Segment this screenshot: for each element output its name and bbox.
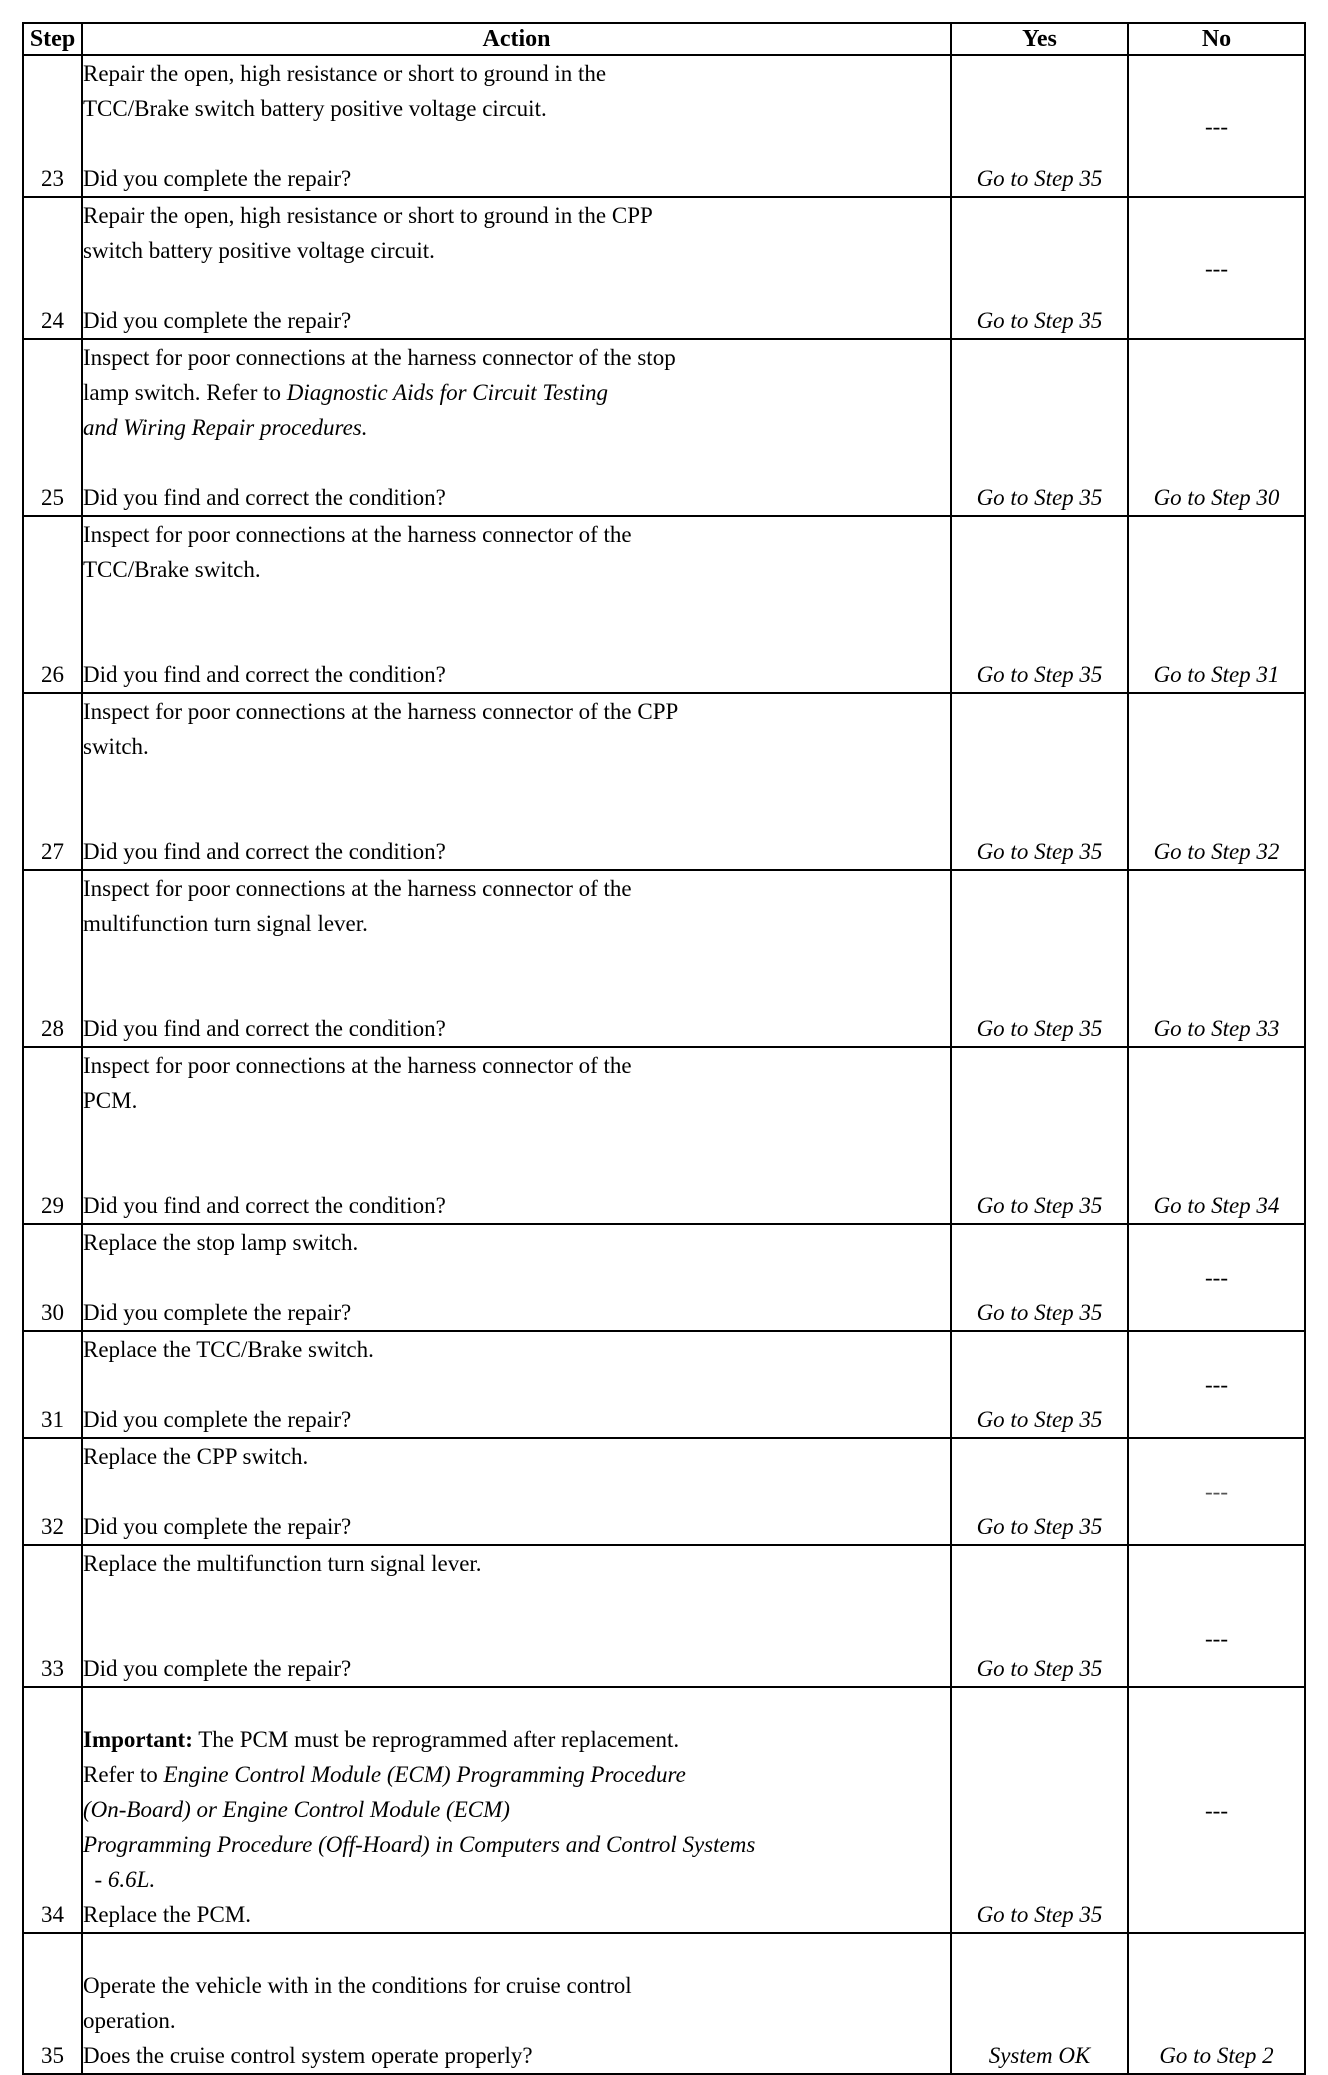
no-cell: --- <box>1128 55 1305 197</box>
action-question: Did you complete the repair? <box>83 166 352 191</box>
header-yes: Yes <box>951 23 1128 55</box>
action-cell <box>82 693 951 870</box>
no-cell: --- <box>1128 1331 1305 1438</box>
action-line: Replace the multifunction turn signal lever. <box>83 1551 482 1576</box>
action-line: switch. <box>83 734 149 759</box>
yes-cell: Go to Step 35 <box>951 1438 1128 1545</box>
no-cell: Go to Step 32 <box>1128 693 1305 870</box>
reference-link: Diagnostic Aids for Circuit Testing <box>286 380 608 405</box>
action-line: Replace the stop lamp switch. <box>83 1230 359 1255</box>
step-number: 32 <box>23 1438 82 1545</box>
no-cell: --- <box>1128 197 1305 339</box>
important-label: Important: <box>83 1727 193 1752</box>
table-row <box>23 339 1305 516</box>
action-cell <box>82 1687 951 1933</box>
action-question: Did you find and correct the condition? <box>83 1193 446 1218</box>
action-question: Did you find and correct the condition? <box>83 485 446 510</box>
important-text: The PCM must be reprogrammed after replacement. <box>192 1727 680 1752</box>
table-row <box>23 1331 1305 1438</box>
action-question: Did you complete the repair? <box>83 1514 352 1539</box>
action-line: Operate the vehicle with in the conditions for cruise control <box>83 1973 632 1998</box>
table-row <box>23 55 1305 197</box>
no-cell: Go to Step 33 <box>1128 870 1305 1047</box>
step-number: 24 <box>23 197 82 339</box>
step-number: 34 <box>23 1687 82 1933</box>
step-number: 23 <box>23 55 82 197</box>
action-cell <box>82 870 951 1047</box>
action-line: Replace the CPP switch. <box>83 1444 309 1469</box>
action-line: Inspect for poor connections at the harness connector of the <box>83 876 632 901</box>
no-cell: Go to Step 30 <box>1128 339 1305 516</box>
header-row <box>23 23 1305 55</box>
action-line: Repair the open, high resistance or short to ground in the CPP <box>83 203 653 228</box>
reference-link: and Wiring Repair procedures. <box>83 415 368 440</box>
action-text: Refer to <box>83 1762 164 1787</box>
action-cell <box>82 1331 951 1438</box>
yes-cell: Go to Step 35 <box>951 1687 1128 1933</box>
action-question: Did you complete the repair? <box>83 1300 352 1325</box>
action-line <box>83 375 950 410</box>
action-question: Did you find and correct the condition? <box>83 839 446 864</box>
action-line: multifunction turn signal lever. <box>83 911 368 936</box>
step-number: 35 <box>23 1933 82 2074</box>
step-number: 29 <box>23 1047 82 1224</box>
action-question: Did you find and correct the condition? <box>83 1016 446 1041</box>
action-cell <box>82 1047 951 1224</box>
action-line: Replace the TCC/Brake switch. <box>83 1337 374 1362</box>
no-cell: --- <box>1128 1438 1305 1545</box>
yes-cell: Go to Step 35 <box>951 339 1128 516</box>
action-line: Inspect for poor connections at the harness connector of the stop <box>83 345 676 370</box>
action-line: Replace the PCM. <box>83 1902 251 1927</box>
reference-link: Programming Procedure (Off-Hoard) in Computers and Control Systems <box>83 1832 756 1857</box>
yes-cell: Go to Step 35 <box>951 1224 1128 1331</box>
step-number: 33 <box>23 1545 82 1687</box>
no-cell: --- <box>1128 1224 1305 1331</box>
step-number: 28 <box>23 870 82 1047</box>
action-question: Does the cruise control system operate properly? <box>83 2043 533 2068</box>
action-line: switch battery positive voltage circuit. <box>83 238 435 263</box>
reference-link: - 6.6L. <box>83 1867 156 1892</box>
action-question: Did you find and correct the condition? <box>83 662 446 687</box>
step-number: 27 <box>23 693 82 870</box>
yes-cell: Go to Step 35 <box>951 1331 1128 1438</box>
yes-cell: Go to Step 35 <box>951 693 1128 870</box>
header-step: Step <box>23 23 82 55</box>
action-cell <box>82 1438 951 1545</box>
reference-link: Engine Control Module (ECM) Programming Procedure <box>163 1762 686 1787</box>
table-row <box>23 870 1305 1047</box>
action-text: lamp switch. Refer to <box>83 380 287 405</box>
no-cell: Go to Step 31 <box>1128 516 1305 693</box>
action-line: TCC/Brake switch. <box>83 557 261 582</box>
action-cell <box>82 516 951 693</box>
yes-cell: System OK <box>951 1933 1128 2074</box>
action-line: Inspect for poor connections at the harness connector of the <box>83 522 632 547</box>
no-cell: Go to Step 34 <box>1128 1047 1305 1224</box>
action-line <box>83 1722 950 1757</box>
table-row <box>23 197 1305 339</box>
yes-cell: Go to Step 35 <box>951 197 1128 339</box>
yes-cell: Go to Step 35 <box>951 1545 1128 1687</box>
step-number: 31 <box>23 1331 82 1438</box>
diagnostic-table <box>22 22 1306 2075</box>
table-row <box>23 1933 1305 2074</box>
action-line <box>83 1862 950 1897</box>
table-row <box>23 693 1305 870</box>
yes-cell: Go to Step 35 <box>951 55 1128 197</box>
action-cell <box>82 1933 951 2074</box>
action-line <box>83 1757 950 1792</box>
no-cell: --- <box>1128 1687 1305 1933</box>
table-row <box>23 1687 1305 1933</box>
no-cell: --- <box>1128 1545 1305 1687</box>
step-number: 26 <box>23 516 82 693</box>
no-cell: Go to Step 2 <box>1128 1933 1305 2074</box>
reference-link: (On-Board) or Engine Control Module (ECM) <box>83 1797 510 1822</box>
action-cell <box>82 197 951 339</box>
action-line: TCC/Brake switch battery positive voltage circuit. <box>83 96 547 121</box>
step-number: 25 <box>23 339 82 516</box>
action-cell <box>82 55 951 197</box>
yes-cell: Go to Step 35 <box>951 870 1128 1047</box>
table-row <box>23 1545 1305 1687</box>
step-number: 30 <box>23 1224 82 1331</box>
table-row <box>23 1224 1305 1331</box>
table-row <box>23 1438 1305 1545</box>
action-cell <box>82 1224 951 1331</box>
action-cell <box>82 339 951 516</box>
action-line <box>83 1792 950 1827</box>
action-line: PCM. <box>83 1088 138 1113</box>
action-line: Inspect for poor connections at the harness connector of the CPP <box>83 699 679 724</box>
table-row <box>23 516 1305 693</box>
yes-cell: Go to Step 35 <box>951 1047 1128 1224</box>
header-action: Action <box>82 23 951 55</box>
yes-cell: Go to Step 35 <box>951 516 1128 693</box>
action-line: Inspect for poor connections at the harness connector of the <box>83 1053 632 1078</box>
action-line <box>83 410 950 445</box>
header-no: No <box>1128 23 1305 55</box>
action-question: Did you complete the repair? <box>83 1407 352 1432</box>
table-row <box>23 1047 1305 1224</box>
action-question: Did you complete the repair? <box>83 308 352 333</box>
action-cell <box>82 1545 951 1687</box>
action-line: Repair the open, high resistance or short to ground in the <box>83 61 607 86</box>
action-question: Did you complete the repair? <box>83 1656 352 1681</box>
action-line <box>83 1827 950 1862</box>
action-line: operation. <box>83 2008 176 2033</box>
